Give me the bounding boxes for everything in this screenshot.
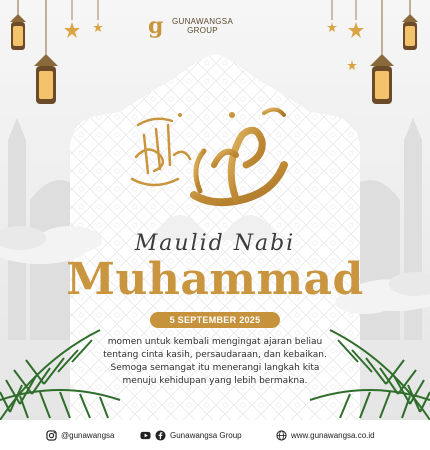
message-line-4: menuju kehidupan yang lebih bermakna. bbox=[122, 376, 308, 386]
footer-youtube-facebook[interactable] bbox=[140, 420, 242, 450]
greeting-message bbox=[60, 336, 370, 388]
website-url: www.gunawangsa.co.id bbox=[291, 430, 375, 440]
message-line-3: Semoga semangat itu menerangi langkah kita bbox=[110, 363, 320, 373]
facebook-icon bbox=[155, 430, 166, 441]
title-script: Maulid Nabi bbox=[134, 231, 296, 256]
youtube-facebook-name: Gunawangsa Group bbox=[170, 430, 242, 440]
message-line-2: tentang cinta kasih, persaudaraan, dan kebaikan. bbox=[103, 350, 327, 360]
brand-line-1: GUNAWANGSA bbox=[172, 17, 234, 26]
svg-text:g: g bbox=[148, 14, 164, 38]
brand-logo bbox=[146, 14, 233, 38]
globe-icon bbox=[276, 430, 287, 441]
youtube-icon bbox=[140, 430, 151, 441]
brand-name bbox=[172, 17, 233, 35]
message-line-1: momen untuk kembali mengingat ajaran beliau bbox=[107, 337, 323, 347]
footer-instagram[interactable] bbox=[46, 420, 115, 450]
date-badge: 5 SEPTEMBER 2025 bbox=[150, 312, 280, 328]
social-footer bbox=[0, 420, 430, 450]
brand-line-2: GROUP bbox=[187, 26, 218, 35]
brand-mark-icon bbox=[146, 14, 166, 38]
title-main: Muhammad bbox=[66, 254, 364, 305]
instagram-icon bbox=[46, 430, 57, 441]
instagram-handle: @gunawangsa bbox=[61, 430, 115, 440]
footer-website[interactable] bbox=[276, 420, 375, 450]
muhammad-calligraphy bbox=[124, 95, 294, 225]
